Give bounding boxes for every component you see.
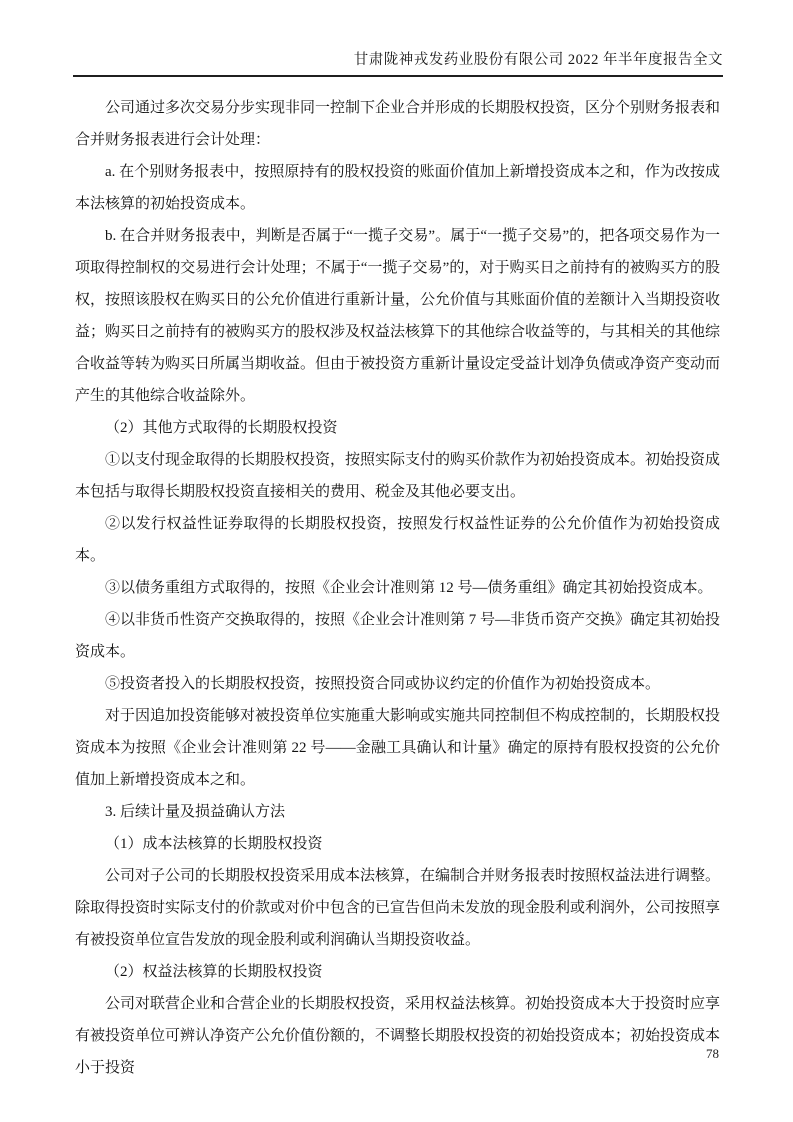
paragraph: 公司通过多次交易分步实现非同一控制下企业合并形成的长期股权投资，区分个别财务报表和合并财务报表进行会计处理： xyxy=(75,100,721,148)
paragraph-section-heading: （2）其他方式取得的长期股权投资 xyxy=(105,420,338,436)
paragraph-section-heading: （1）成本法核算的长期股权投资 xyxy=(105,836,323,852)
paragraph: ①以支付现金取得的长期股权投资，按照实际支付的购买价款作为初始投资成本。初始投资成本包括与取得长期股权投资直接相关的费用、税金及其他必要支出。 xyxy=(75,452,721,500)
document-body xyxy=(75,92,720,1084)
paragraph: ③以债务重组方式取得的，按照《企业会计准则第 12 号—债务重组》确定其初始投资成本。 xyxy=(105,580,713,596)
paragraph: ⑤投资者投入的长期股权投资，按照投资合同或协议约定的价值作为初始投资成本。 xyxy=(105,676,661,692)
paragraph: ④以非货币性资产交换取得的，按照《企业会计准则第 7 号—非货币资产交换》确定其初始投资成本。 xyxy=(75,612,721,660)
paragraph: 公司对联营企业和合营企业的长期股权投资，采用权益法核算。初始投资成本大于投资时应享有被投资单位可辨认净资产公允价值份额的，不调整长期股权投资的初始投资成本；初始投资成本小于投资 xyxy=(75,996,721,1076)
paragraph: 对于因追加投资能够对被投资单位实施重大影响或实施共同控制但不构成控制的，长期股权投资成本为按照《企业会计准则第 22 号——金融工具确认和计量》确定的原持有股权投资的公允价值加上新增投资成本之和。 xyxy=(75,708,721,788)
paragraph: 公司对子公司的长期股权投资采用成本法核算，在编制合并财务报表时按照权益法进行调整。除取得投资时实际支付的价款或对价中包含的已宣告但尚未发放的现金股利或利润外，公司按照享有被投资单位宣告发放的现金股利或利润确认当期投资收益。 xyxy=(75,868,721,948)
paragraph: a. 在个别财务报表中，按照原持有的股权投资的账面价值加上新增投资成本之和，作为改按成本法核算的初始投资成本。 xyxy=(75,164,720,212)
paragraph-section-heading: （2）权益法核算的长期股权投资 xyxy=(105,964,323,980)
paragraph-section-heading: 3. 后续计量及损益确认方法 xyxy=(105,804,286,820)
page-number: 78 xyxy=(706,1046,719,1061)
report-header-title: 甘肃陇神戎发药业股份有限公司 2022 年半年度报告全文 xyxy=(73,48,723,77)
paragraph: ②以发行权益性证券取得的长期股权投资，按照发行权益性证券的公允价值作为初始投资成本。 xyxy=(75,516,720,564)
paragraph: b. 在合并财务报表中，判断是否属于“一揽子交易”。属于“一揽子交易”的，把各项交易作为一项取得控制权的交易进行会计处理；不属于“一揽子交易”的，对于购买日之前持有的被购买方的股权，按照该股权在购买日的公允价值进行重新计量，公允价值与其账面价值的差额计入当期投资收益；购买日之前持有的被购买方的股权涉及权益法核算下的其他综合收益等的，与其相关的其他综合收益等转为购买日所属当期收益。但由于被投资方重新计量设定受益计划净负债或净资产变动而产生的其他综合收益除外。 xyxy=(75,228,721,404)
